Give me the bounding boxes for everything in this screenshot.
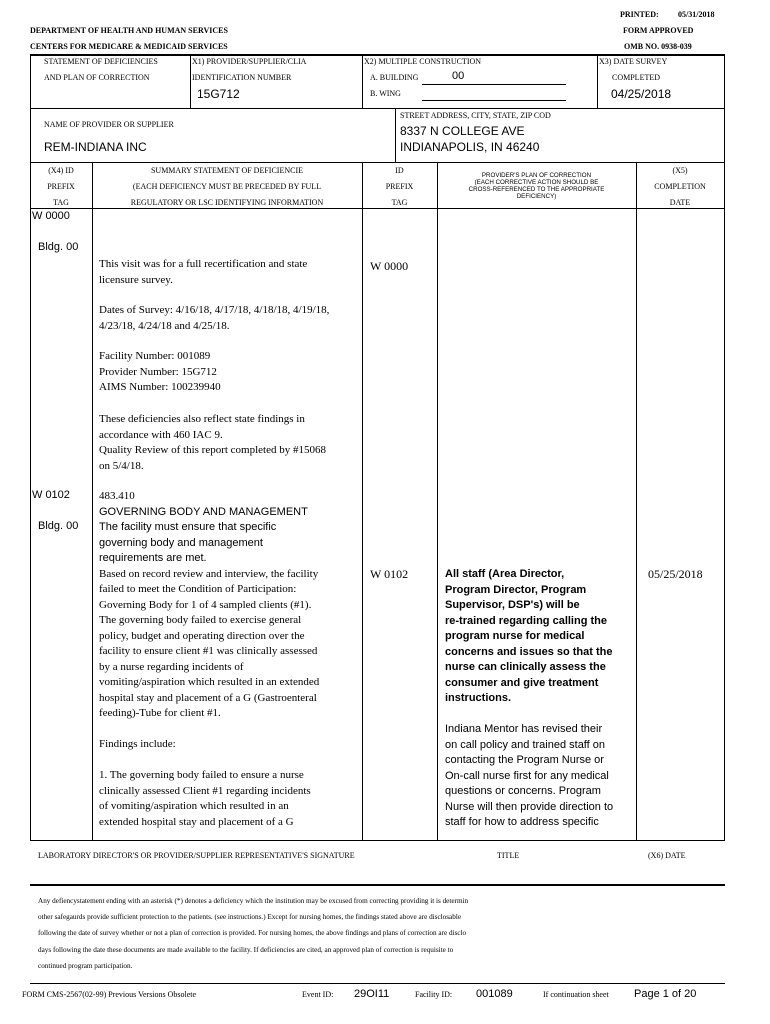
agency-line-2: CENTERS FOR MEDICARE & MEDICAID SERVICES [30, 42, 228, 51]
bldg-label-1: Bldg. 00 [38, 241, 79, 253]
wing-label: B. WING [370, 89, 401, 98]
signature-label: LABORATORY DIRECTOR'S OR PROVIDER/SUPPLIER REPRESENTATIVE'S SIGNATURE [38, 851, 355, 860]
summary-text-finding-1: 1. The governing body failed to ensure a nurse clinically assessed Client #1 regarding incidents of vomiting/aspiration which resulted in an extended hospital stay and placement of a G [99, 769, 311, 828]
event-id-label: Event ID: [302, 990, 334, 999]
plan-text-normal: Indiana Mentor has revised their on call policy and trained staff on contacting the Program Nurse or On-call nurse first for any medical questions or concerns. Program Nurse will then provide direction to staff for how to address specific [445, 723, 614, 828]
agency-line-1: DEPARTMENT OF HEALTH AND HUMAN SERVICES [30, 26, 228, 35]
id-tag-w0102: W 0102 [370, 567, 409, 581]
survey-date-value: 04/25/2018 [611, 87, 672, 101]
x3-label-2: COMPLETED [612, 73, 660, 82]
address-line-1: 8337 N COLLEGE AVE [400, 124, 525, 138]
facility-id-value: 001089 [476, 988, 513, 1000]
page-number: Page 1 of 20 [634, 988, 697, 1000]
facility-id-label: Facility ID: [415, 990, 453, 999]
printed-date: 05/31/2018 [678, 10, 715, 19]
x1-label: X1) PROVIDER/SUPPLIER/CLIA [192, 57, 307, 66]
statement-label-2: AND PLAN OF CORRECTION [44, 73, 150, 82]
plan-header: PROVIDER'S PLAN OF CORRECTION (EACH CORRECTIVE ACTION SHOULD BE CROSS-REFERENCED TO THE APPROPRIATE DEFICIENCY) [468, 172, 605, 200]
x2-label: X2) MULTIPLE CONSTRUCTION [364, 57, 482, 66]
summary-text-intro: This visit was for a full recertification and state licensure survey. [99, 258, 308, 286]
plan-text-bold: All staff (Area Director, Program Director, Program Supervisor, DSP's) will be re-trained regarding calling the program nurse for medical concerns and issues so that the nurse can clinically assess the consumer and give treatment instructions. [445, 568, 613, 704]
x5-header: (X5) COMPLETION DATE [654, 166, 706, 207]
provider-name-label: NAME OF PROVIDER OR SUPPLIER [44, 120, 174, 129]
signature-rule [30, 884, 725, 886]
tag-w0102: W 0102 [32, 489, 70, 501]
disclaimer: Any defiencystatement ending with an asterisk (*) denotes a deficiency which the institution may be excused from correcting providing it is determin other safegaurds provide sufficient protection to the patients. (see instructions.) Except for nursing homes, the findings stated above are disclosable following the date of survey whether or not a plan of correction is provided. For nursing homes, the above findings and plans of correction are disclo days following the date these documents are made available to the facility. If deficiencies are cited, an approved plan of correction is requisite to continued program participation. [38, 897, 469, 970]
printed-label: PRINTED: [620, 10, 659, 19]
summary-header: SUMMARY STATEMENT OF DEFICIENCIE (EACH DEFICIENCY MUST BE PRECEDED BY FULL REGULATORY OR LSC IDENTIFYING INFORMATION [130, 166, 324, 207]
statement-label-1: STATEMENT OF DEFICIENCIES [44, 57, 158, 66]
id-tag-w0000: W 0000 [370, 259, 409, 273]
event-id-value: 29OI11 [354, 988, 390, 1000]
building-label: A. BUILDING [370, 73, 419, 82]
x1-label-2: IDENTIFICATION NUMBER [192, 73, 292, 82]
summary-text-dates: Dates of Survey: 4/16/18, 4/17/18, 4/18/18, 4/19/18, 4/23/18, 4/24/18 and 4/25/18. [99, 304, 330, 332]
address-label: STREET ADDRESS, CITY, STATE, ZIP COD [400, 111, 551, 120]
continuation-label: If continuation sheet [543, 990, 609, 999]
bldg-label-2: Bldg. 00 [38, 520, 79, 532]
summary-text-findings: Findings include: [99, 738, 176, 750]
form-approved: FORM APPROVED [623, 26, 694, 35]
building-value: 00 [452, 70, 465, 82]
form-number: FORM CMS-2567(02-99) Previous Versions Obsolete [22, 990, 197, 999]
x3-label: X3) DATE SURVEY [599, 57, 668, 66]
date-label: (X6) DATE [648, 851, 686, 860]
provider-id-value: 15G712 [197, 87, 240, 101]
footer-rule [30, 983, 725, 984]
x4-header: (X4) ID PREFIX TAG [47, 166, 75, 207]
omb-number: OMB NO. 0938-039 [624, 42, 692, 51]
tag-w0000: W 0000 [32, 210, 70, 222]
summary-text-numbers: Facility Number: 001089 Provider Number: 15G712 AIMS Number: 100239940 [99, 350, 221, 393]
summary-text-state: These deficiencies also reflect state findings in accordance with 460 IAC 9. Quality Review of this report completed by #15068 on 5/4/18. [99, 413, 326, 472]
summary-text-regulation: 483.410 GOVERNING BODY AND MANAGEMENT The facility must ensure that specific governing body and management requirements are met. Based on record review and interview, the facility failed to meet the Condition of Participation: Governing Body for 1 of 4 sampled clients (#1). The governing body failed to exercise general policy, budget and operating direction over the facility to ensure client #1 was clinically assessed by a nurse regarding incidents of vomiting/aspiration which resulted in an extended hospital stay and placement of a G (Gastroenteral feeding)-Tube for client #1. [99, 490, 320, 719]
completion-date: 05/25/2018 [648, 567, 703, 581]
id-header: ID PREFIX TAG [385, 166, 414, 207]
address-line-2: INDIANAPOLIS, IN 46240 [400, 140, 540, 154]
provider-name-value: REM-INDIANA INC [44, 140, 147, 154]
title-label: TITLE [497, 851, 520, 860]
